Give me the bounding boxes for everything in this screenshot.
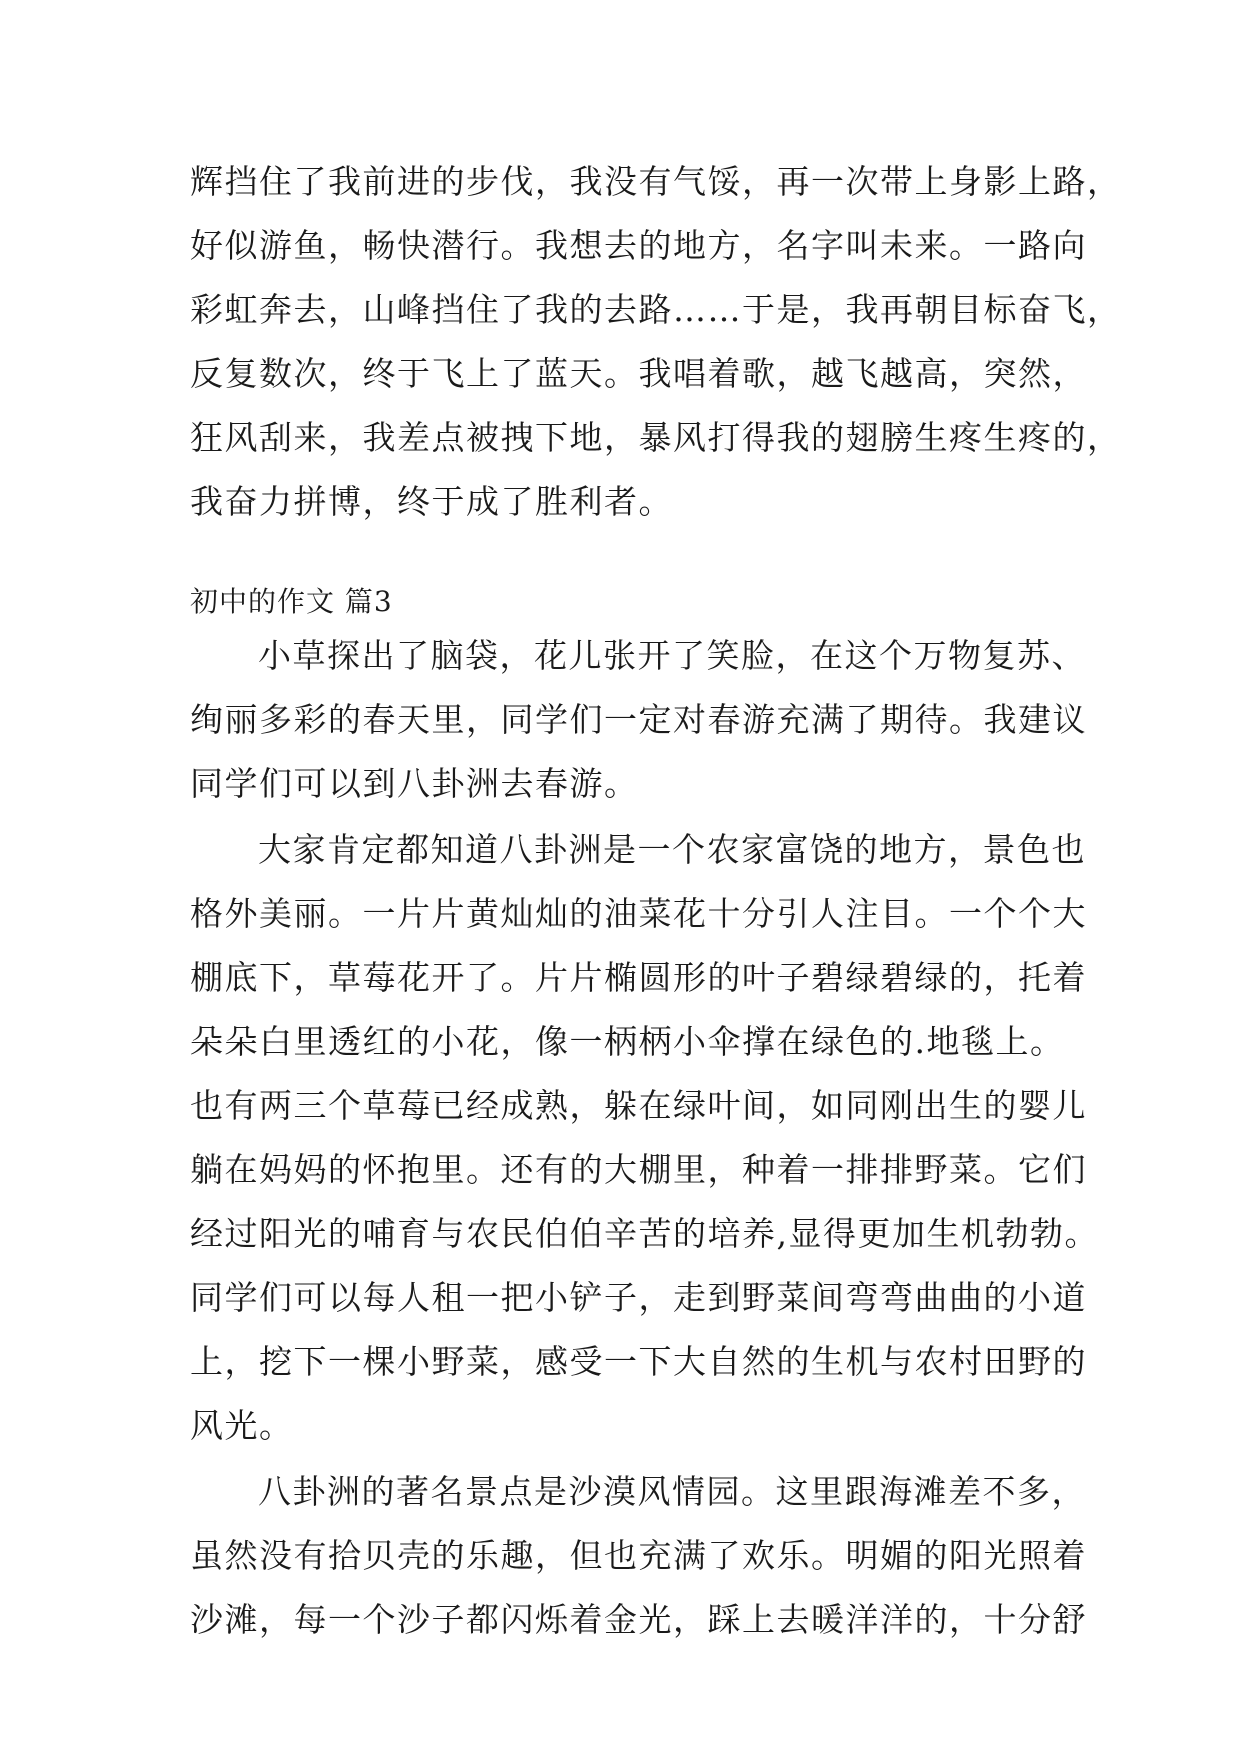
text-line: 也有两三个草莓已经成熟，躲在绿叶间，如同刚出生的婴儿 [190,1086,1087,1125]
text-line: 朵朵白里透红的小花，像一柄柄小伞撑在绿色的.地毯上。 [190,1022,1065,1061]
text-line: 棚底下，草莓花开了。片片椭圆形的叶子碧绿碧绿的，托着 [190,958,1087,997]
text-line: 八卦洲的著名景点是沙漠风情园。这里跟海滩差不多， [258,1472,1086,1511]
text-line: 躺在妈妈的怀抱里。还有的大棚里，种着一排排野菜。它们 [190,1150,1087,1189]
text-line: 彩虹奔去，山峰挡住了我的去路……于是，我再朝目标奋飞， [190,290,1122,329]
text-line: 经过阳光的哺育与农民伯伯辛苦的培养,显得更加生机勃勃。 [190,1214,1099,1253]
text-line: 狂风刮来，我差点被拽下地，暴风打得我的翅膀生疼生疼的， [190,418,1122,457]
text-line: 好似游鱼，畅快潜行。我想去的地方，名字叫未来。一路向 [190,226,1087,265]
text-line: 格外美丽。一片片黄灿灿的油菜花十分引人注目。一个个大 [190,894,1087,933]
text-line: 同学们可以到八卦洲去春游。 [190,764,639,803]
text-line: 沙滩，每一个沙子都闪烁着金光，踩上去暖洋洋的，十分舒 [190,1600,1087,1639]
essay-heading: 初中的作文 篇3 [190,585,393,618]
text-line: 风光。 [190,1406,294,1445]
text-line: 反复数次，终于飞上了蓝天。我唱着歌，越飞越高，突然， [190,354,1087,393]
text-line: 绚丽多彩的春天里，同学们一定对春游充满了期待。我建议 [190,700,1087,739]
text-line: 大家肯定都知道八卦洲是一个农家富饶的地方，景色也 [258,830,1086,869]
text-line: 同学们可以每人租一把小铲子，走到野菜间弯弯曲曲的小道 [190,1278,1087,1317]
text-line: 小草探出了脑袋，花儿张开了笑脸，在这个万物复苏、 [258,636,1086,675]
text-line: 辉挡住了我前进的步伐，我没有气馁，再一次带上身影上路， [190,162,1122,201]
text-line: 上，挖下一棵小野菜，感受一下大自然的生机与农村田野的 [190,1342,1087,1381]
text-line: 虽然没有拾贝壳的乐趣，但也充满了欢乐。明媚的阳光照着 [190,1536,1087,1575]
text-line: 我奋力拼博，终于成了胜利者。 [190,482,673,521]
